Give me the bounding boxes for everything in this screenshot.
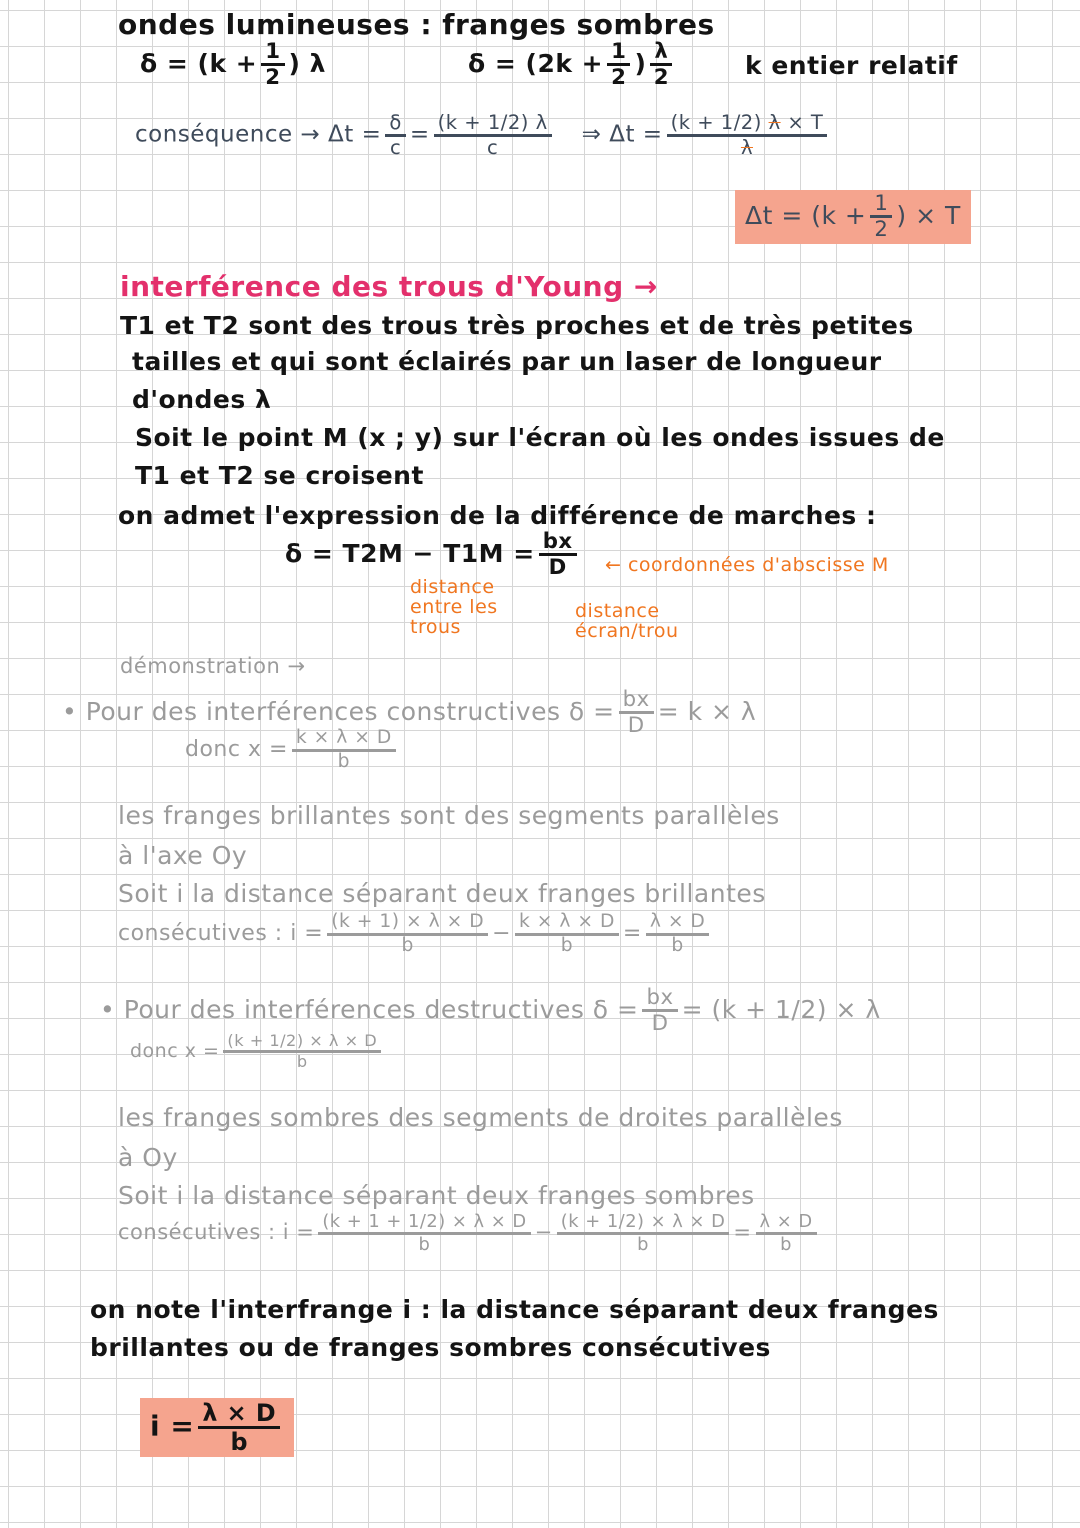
numerator: k × λ × D [292,728,396,752]
numerator: λ × D [756,1212,817,1235]
donc-x-dark [130,1032,385,1071]
annotation-D [575,602,679,642]
text: • Pour des interférences destructives δ = [100,994,639,1024]
denominator: D [627,713,645,739]
numerator: (k + 1/2) × λ × D [223,1032,381,1053]
text: ) × T [896,200,961,230]
denominator: 2 [265,65,281,91]
text: ) [634,48,647,78]
annotation-abscissa: ← coordonnées d'abscisse M [605,554,889,576]
fraction [607,40,630,90]
fraction [223,1032,381,1071]
text: • Pour des interférences constructives δ = [62,696,615,726]
text: Δt = (k + [745,200,867,230]
denominator: b [401,934,414,956]
denominator: b [780,1233,792,1255]
numerator: δ [385,112,405,137]
fraction [292,728,396,772]
formula-bright-delta [140,40,326,90]
paragraph-line: T1 et T2 se croisent [135,461,424,490]
cancelled: λ [768,111,781,134]
fraction [619,688,654,738]
text: consécutives : i = [118,1220,315,1245]
text: ) λ [288,48,326,78]
denominator: 2 [611,65,627,91]
fraction [318,1212,530,1254]
title: ondes lumineuses : franges sombres [118,8,715,41]
dark-line: les franges sombres des segments de droites parallèles [118,1103,843,1132]
text: × T [787,111,824,134]
numerator: (k + 1/2) × λ × D [557,1212,730,1235]
numerator: λ × D [198,1400,280,1429]
text: donc x = [130,1039,220,1062]
fraction [870,192,892,242]
bright-line: Soit i la distance séparant deux franges brillantes [118,879,766,908]
result-delta-t [735,190,971,244]
bright-line: à l'axe Oy [118,841,248,870]
donc-x-bright [185,728,400,772]
denominator: c [389,135,402,159]
text: = [733,1220,752,1245]
paragraph-line: Soit le point M (x ; y) sur l'écran où les ondes issues de [135,423,945,452]
fraction [667,112,828,158]
denominator: b [637,1233,649,1255]
fraction [198,1400,280,1455]
fraction [327,912,488,956]
text: entre les [410,595,498,618]
dark-line: Soit i la distance séparant deux franges sombres [118,1181,755,1210]
text: = k × λ [657,696,757,726]
numerator: k × λ × D [515,912,619,936]
fraction [756,1212,817,1254]
destructive-line [100,986,881,1036]
denominator: λ [740,135,753,159]
denominator: b [337,750,351,772]
demo-label: démonstration → [120,654,306,678]
denominator: c [487,135,499,159]
denominator: b [418,1233,431,1255]
paragraph-line: T1 et T2 sont des trous très proches et de très petites [120,311,914,340]
denominator: b [230,1428,248,1457]
text: = [409,121,430,148]
annotation-b [410,578,498,638]
numerator: 1 [261,40,284,66]
fraction [515,912,619,956]
conclusion-line: on note l'interfrange i : la distance séparant deux franges [90,1295,939,1324]
text: i = [150,1409,195,1443]
label: conséquence → [135,121,321,148]
denominator: D [548,555,567,581]
text: (k + 1/2) [670,111,762,134]
text: Δt = [328,121,382,148]
numerator [667,112,828,137]
dark-line: à Oy [118,1143,178,1172]
text: − [492,921,512,947]
numerator: bx [539,530,577,556]
text: donc x = [185,737,288,763]
denominator: b [560,934,574,956]
denominator: D [651,1011,669,1037]
text: δ = (2k + [468,48,604,78]
fraction [557,1212,730,1254]
final-interfringe-formula [140,1398,294,1457]
text: consécutives : i = [118,921,324,947]
numerator: λ × D [646,912,710,936]
numerator: 1 [870,192,892,218]
numerator: (k + 1 + 1/2) × λ × D [318,1212,530,1235]
dark-interfringe [118,1212,821,1254]
text: distance [575,600,660,622]
fraction [539,530,577,580]
k-note: k entier relatif [745,51,958,80]
text: distance [410,576,495,598]
consequence-line [135,112,831,158]
denominator: 2 [874,217,889,243]
text: trous [410,615,461,638]
bright-interfringe [118,912,713,956]
fraction [650,40,672,90]
text: = [622,921,642,947]
delta-equation [285,530,581,580]
numerator: 1 [607,40,630,66]
text: ⇒ Δt = [581,121,663,148]
numerator: (k + 1/2) λ [434,112,552,137]
section-heading: interférence des trous d'Young → [120,270,658,303]
paragraph-line: d'ondes λ [132,385,272,414]
numerator: λ [650,40,672,66]
text: δ = T2M − T1M = [285,538,535,568]
numerator: bx [619,688,654,714]
denominator: 2 [653,65,669,91]
denominator: b [671,934,684,956]
fraction [385,112,405,158]
text: δ = (k + [140,48,258,78]
bright-line: les franges brillantes sont des segments parallèles [118,801,780,830]
text: = (k + 1/2) × λ [681,994,881,1024]
fraction [646,912,710,956]
fraction [642,986,677,1036]
fraction [434,112,552,158]
numerator: (k + 1) × λ × D [327,912,488,936]
text: écran/trou [575,619,679,642]
conclusion-line: brillantes ou de franges sombres consécutives [90,1333,771,1362]
denominator: b [296,1051,308,1071]
paragraph-line: tailles et qui sont éclairés par un laser de longueur [132,347,882,376]
paragraph-line: on admet l'expression de la différence de marches : [118,501,877,530]
numerator: bx [642,986,677,1012]
formula-dark-delta [468,40,676,90]
fraction [261,40,284,90]
text: − [534,1220,553,1245]
constructive-line [62,688,756,738]
